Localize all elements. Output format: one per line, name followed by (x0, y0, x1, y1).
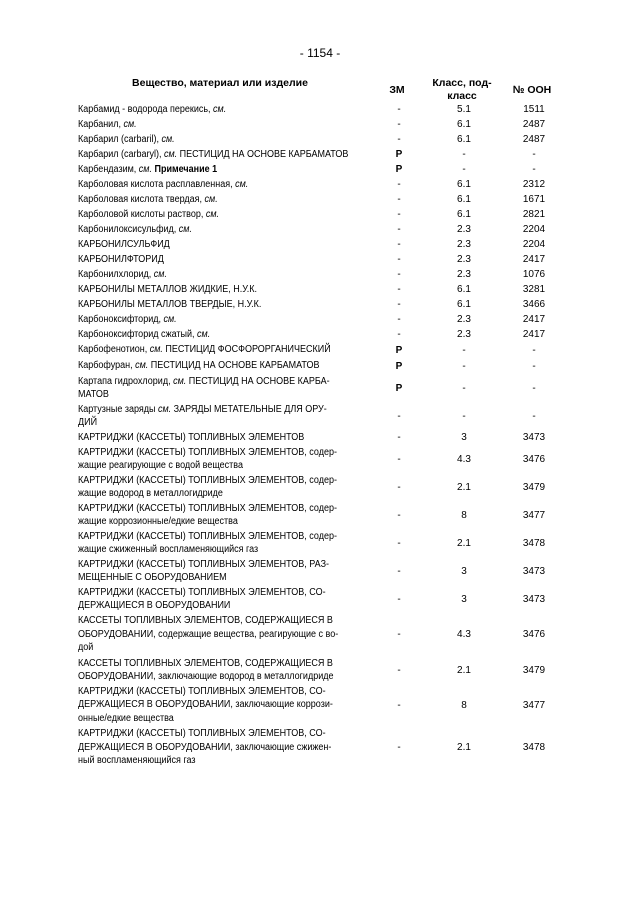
class-cell: 6.1 (457, 119, 471, 130)
substance-name (78, 727, 339, 767)
zm-cell: - (397, 194, 401, 205)
table-row (78, 207, 568, 222)
text-segment: см. (153, 268, 167, 280)
substance-name (78, 103, 339, 116)
page-number: - 1154 - (299, 46, 341, 60)
substance-name-line (78, 148, 349, 161)
class-cell: 6.1 (457, 209, 471, 220)
substance-name-line (78, 698, 339, 711)
un-number-cell: 3477 (522, 699, 546, 711)
un-number-cell: 2417 (522, 329, 546, 340)
substance-name (78, 614, 339, 654)
text-segment: КАРТРИДЖИ (КАССЕТЫ) ТОПЛИВНЫХ ЭЛЕМЕНТОВ, СО- (78, 728, 326, 740)
substance-name-line (78, 178, 339, 191)
text-segment: см. (163, 313, 177, 325)
substance-name (78, 431, 339, 444)
un-number-cell: 2821 (522, 209, 546, 220)
class-cell: 2.3 (457, 239, 471, 250)
substance-name (78, 685, 339, 725)
un-number-cell: 3473 (522, 593, 546, 605)
un-number-cell: 2487 (522, 134, 546, 145)
un-number-cell: 1671 (522, 194, 546, 205)
text-segment: КАРТРИДЖИ (КАССЕТЫ) ТОПЛИВНЫХ ЭЛЕМЕНТОВ, РАЗ- (78, 558, 330, 570)
class-cell: 2.3 (457, 329, 471, 340)
text-segment: Карболовая кислота расплавленная, (78, 178, 236, 190)
substance-name-line (78, 388, 339, 401)
table-row (78, 342, 568, 358)
substance-name (78, 223, 339, 236)
text-segment: КАРТРИДЖИ (КАССЕТЫ) ТОПЛИВНЫХ ЭЛЕМЕНТОВ, СО- (78, 685, 326, 697)
text-segment: КАРБОНИЛСУЛЬФИД (78, 238, 170, 250)
table-row (78, 222, 568, 237)
table-row (78, 529, 568, 557)
text-segment: см. (235, 178, 249, 190)
text-segment: Картузные заряды (78, 403, 158, 415)
header-class (430, 77, 494, 103)
substance-name (78, 148, 349, 161)
text-segment: см. (178, 223, 192, 235)
substance-name-line (78, 133, 339, 146)
substance-name-line (78, 208, 339, 221)
class-cell: 3 (461, 432, 467, 443)
substance-name (78, 178, 339, 191)
text-segment: см. (173, 375, 187, 387)
text-segment: Карбонилхлорид, (78, 268, 154, 280)
zm-cell: - (397, 269, 401, 280)
text-segment: ПЕСТИЦИД ФОСФОРОРГАНИЧЕСКИЙ (162, 344, 331, 356)
zm-cell: - (397, 742, 401, 753)
text-segment: КАССЕТЫ ТОПЛИВНЫХ ЭЛЕМЕНТОВ, СОДЕРЖАЩИЕСЯ В (78, 615, 333, 627)
class-cell: 2.1 (457, 481, 471, 493)
substance-name (78, 446, 339, 473)
substance-name (78, 298, 339, 311)
un-number-cell: 3473 (522, 565, 546, 577)
table-row (78, 613, 568, 656)
un-number-cell: - (532, 149, 536, 160)
substance-name-line (78, 253, 339, 266)
class-cell: - (462, 164, 466, 175)
substance-name-line (78, 298, 339, 311)
substance-name (78, 403, 339, 430)
table-row (78, 102, 568, 117)
text-segment: см. (138, 163, 152, 175)
text-segment: ПЕСТИЦИД НА ОСНОВЕ КАРБАМАТОВ (177, 148, 349, 160)
substance-name-line (78, 641, 339, 654)
text-segment: Карболовой кислоты раствор, (78, 208, 206, 220)
substance-name (78, 283, 339, 296)
class-cell: 6.1 (457, 194, 471, 205)
substance-name-line (78, 657, 339, 670)
class-cell: 4.3 (457, 629, 471, 640)
substance-name (78, 502, 339, 529)
header-zm: ЗМ (389, 84, 405, 96)
substance-table (78, 102, 568, 769)
substance-name-line (78, 558, 339, 571)
text-segment: МАТОВ (78, 389, 109, 400)
text-segment: см. (164, 148, 178, 160)
un-number-cell: - (532, 360, 536, 372)
un-number-cell: 2204 (522, 239, 546, 250)
un-number-cell: 3478 (522, 742, 546, 753)
text-segment: Карбарил (carbaril), (78, 133, 162, 145)
zm-cell: - (397, 239, 401, 250)
text-segment: Карбамид - водорода перекись, (78, 103, 214, 115)
zm-cell: - (397, 284, 401, 295)
substance-name-line (78, 313, 339, 326)
un-number-cell: 3479 (522, 481, 546, 493)
table-row (78, 656, 568, 684)
un-number-cell: 3479 (522, 664, 546, 676)
table-row (78, 557, 568, 585)
substance-name-line (78, 375, 339, 388)
text-segment: КАРБОНИЛФТОРИД (78, 253, 164, 265)
un-number-cell: 3473 (522, 432, 546, 443)
un-number-cell: 3476 (522, 453, 546, 465)
zm-cell: - (397, 453, 401, 465)
text-segment: КАРТРИДЖИ (КАССЕТЫ) ТОПЛИВНЫХ ЭЛЕМЕНТОВ, содер- (78, 474, 337, 486)
text-segment: КАРТРИДЖИ (КАССЕТЫ) ТОПЛИВНЫХ ЭЛЕМЕНТОВ, содер- (78, 446, 337, 458)
text-segment: ДЕРЖАЩИЕСЯ В ОБОРУДОВАНИИ, заключающие коррози- (78, 699, 333, 711)
class-cell: 6.1 (457, 179, 471, 190)
substance-name-line (78, 238, 339, 251)
substance-name-line (78, 487, 339, 500)
text-segment: дой (78, 642, 94, 654)
substance-name-line (78, 614, 339, 627)
text-segment: Карбанил, (78, 118, 124, 130)
text-segment: ный воспламеняющийся газ (78, 755, 196, 767)
zm-cell: - (397, 481, 401, 493)
substance-name-line (78, 268, 339, 281)
zm-cell: - (397, 699, 401, 711)
table-row (78, 312, 568, 327)
substance-name (78, 253, 339, 266)
zm-cell: - (397, 410, 401, 422)
text-segment: жащие реагирующие с водой вещества (78, 460, 243, 471)
table-row (78, 192, 568, 207)
text-segment: см. (197, 328, 211, 340)
table-row (78, 132, 568, 147)
substance-name-line (78, 712, 339, 725)
text-segment: КАРТРИДЖИ (КАССЕТЫ) ТОПЛИВНЫХ ЭЛЕМЕНТОВ, содер- (78, 530, 337, 542)
substance-name-line (78, 754, 339, 767)
substance-name-line (78, 515, 339, 528)
substance-name-line (78, 474, 339, 487)
table-row (78, 473, 568, 501)
class-cell: 2.3 (457, 224, 471, 235)
table-row (78, 297, 568, 312)
un-number-cell: - (532, 164, 536, 175)
substance-name-line (78, 223, 339, 236)
table-row (78, 358, 568, 374)
un-number-cell: 2204 (522, 224, 546, 235)
substance-name (78, 530, 339, 557)
substance-name-line (78, 628, 339, 641)
table-row (78, 585, 568, 613)
substance-name (78, 208, 339, 221)
text-segment: ПЕСТИЦИД НА ОСНОВЕ КАРБАМАТОВ (148, 360, 320, 372)
class-cell: 6.1 (457, 284, 471, 295)
substance-name (78, 268, 339, 281)
zm-cell: - (397, 254, 401, 265)
table-row (78, 237, 568, 252)
substance-name (78, 657, 339, 684)
class-cell: - (462, 360, 466, 372)
zm-cell: - (397, 329, 401, 340)
table-row (78, 117, 568, 132)
substance-name-line (78, 599, 339, 612)
substance-name-line (78, 502, 339, 515)
zm-cell: - (397, 119, 401, 130)
zm-cell: - (397, 224, 401, 235)
table-row (78, 501, 568, 529)
text-segment: ДИЙ (78, 417, 98, 428)
class-cell: 4.3 (457, 453, 471, 465)
text-segment: Карбендазим, (78, 163, 139, 175)
text-segment: Карбофуран, (78, 360, 136, 372)
text-segment: КАРТРИДЖИ (КАССЕТЫ) ТОПЛИВНЫХ ЭЛЕМЕНТОВ, СО- (78, 586, 326, 598)
table-row (78, 177, 568, 192)
table-row (78, 162, 568, 177)
class-cell: 8 (461, 509, 467, 521)
un-number-cell: 3478 (522, 537, 546, 549)
class-cell: 8 (461, 699, 467, 711)
text-segment: Карболовая кислота твердая, (78, 193, 205, 205)
zm-cell: - (397, 593, 401, 605)
un-number-cell: 3476 (522, 629, 546, 640)
substance-name-line (78, 446, 339, 459)
substance-name-line (78, 403, 339, 416)
text-segment: Примечание 1 (154, 163, 218, 175)
class-cell: 2.3 (457, 314, 471, 325)
text-segment: МЕЩЕННЫЕ С ОБОРУДОВАНИЕМ (78, 572, 227, 583)
class-cell: 2.1 (457, 742, 471, 753)
text-segment: ОБОРУДОВАНИИ, заключающие водород в металлогидриде (78, 671, 334, 682)
substance-name (78, 163, 339, 176)
substance-name (78, 359, 339, 372)
substance-name (78, 328, 339, 341)
table-row (78, 430, 568, 445)
text-segment: см. (204, 193, 218, 205)
table-row (78, 445, 568, 473)
text-segment: Карбарил (carbaryl), (78, 148, 165, 160)
header-class-line1: Класс, под- (432, 77, 492, 89)
substance-name-line (78, 571, 339, 584)
text-segment: Картапа гидрохлорид, (78, 375, 174, 387)
substance-name-line (78, 741, 339, 754)
zm-cell: P (395, 344, 403, 356)
substance-name (78, 118, 339, 131)
table-row (78, 726, 568, 769)
zm-cell: - (397, 509, 401, 521)
text-segment: ПЕСТИЦИД НА ОСНОВЕ КАРБА- (186, 375, 330, 387)
substance-name (78, 193, 339, 206)
table-row (78, 402, 568, 430)
class-cell: 2.3 (457, 254, 471, 265)
class-cell: - (462, 410, 466, 422)
substance-name-line (78, 416, 339, 429)
text-segment: КАССЕТЫ ТОПЛИВНЫХ ЭЛЕМЕНТОВ, СОДЕРЖАЩИЕСЯ В (78, 657, 333, 669)
table-row (78, 267, 568, 282)
zm-cell: - (397, 537, 401, 549)
un-number-cell: 1076 (522, 269, 546, 280)
class-cell: - (462, 149, 466, 160)
text-segment: КАРБОНИЛЫ МЕТАЛЛОВ ЖИДКИЕ, Н.У.К. (78, 283, 257, 295)
table-row (78, 327, 568, 342)
un-number-cell: 2487 (522, 119, 546, 130)
substance-name-line (78, 103, 339, 116)
un-number-cell: - (532, 382, 536, 394)
zm-cell: - (397, 299, 401, 310)
text-segment: см. (213, 103, 227, 115)
text-segment: Карбоноксифторид, (78, 313, 164, 325)
substance-name-line (78, 670, 339, 683)
zm-cell: P (395, 382, 403, 394)
text-segment: см. (149, 344, 163, 356)
table-row (78, 684, 568, 726)
class-cell: 6.1 (457, 134, 471, 145)
table-row (78, 374, 568, 402)
substance-name-line (78, 543, 339, 556)
zm-cell: - (397, 134, 401, 145)
text-segment: КАРТРИДЖИ (КАССЕТЫ) ТОПЛИВНЫХ ЭЛЕМЕНТОВ (78, 431, 305, 443)
substance-name (78, 375, 339, 402)
text-segment: Карбофенотион, (78, 344, 150, 356)
text-segment: онные/едкие вещества (78, 712, 174, 724)
substance-name-line (78, 459, 339, 472)
table-row (78, 147, 568, 162)
text-segment: см. (161, 133, 175, 145)
text-segment: ОБОРУДОВАНИИ, содержащие вещества, реагирующие с во- (78, 628, 339, 640)
substance-name-line (78, 727, 339, 740)
class-cell: - (462, 344, 466, 356)
table-row (78, 252, 568, 267)
class-cell: 2.3 (457, 269, 471, 280)
text-segment: жащие коррозионные/едкие вещества (78, 516, 238, 527)
substance-name-line (78, 359, 339, 372)
substance-name-line (78, 118, 339, 131)
un-number-cell: 2417 (522, 254, 546, 265)
header-un-number: № ООН (512, 84, 552, 96)
class-cell: 3 (461, 593, 467, 605)
substance-name-line (78, 530, 339, 543)
un-number-cell: 3281 (522, 284, 546, 295)
class-cell: - (462, 382, 466, 394)
zm-cell: - (397, 629, 401, 640)
class-cell: 5.1 (457, 104, 471, 115)
text-segment: Карбоноксифторид сжатый, (78, 328, 198, 340)
substance-name-line (78, 685, 339, 698)
header-class-line2: класс (447, 90, 477, 102)
un-number-cell: - (532, 410, 536, 422)
substance-name-line (78, 283, 339, 296)
header-substance: Вещество, материал или изделие (132, 77, 308, 89)
class-cell: 2.1 (457, 537, 471, 549)
zm-cell: - (397, 314, 401, 325)
zm-cell: - (397, 565, 401, 577)
text-segment: жащие водород в металлогидриде (78, 488, 223, 499)
text-segment: см. (135, 360, 149, 372)
zm-cell: - (397, 432, 401, 443)
text-segment: ДЕРЖАЩИЕСЯ В ОБОРУДОВАНИИ, заключающие сжижен- (78, 741, 332, 753)
substance-name-line (78, 328, 339, 341)
un-number-cell: 1511 (523, 104, 545, 115)
text-segment: жащие сжиженный воспламеняющийся газ (78, 544, 259, 555)
text-segment: ЗАРЯДЫ МЕТАТЕЛЬНЫЕ ДЛЯ ОРУ- (171, 403, 327, 415)
zm-cell: - (397, 209, 401, 220)
class-cell: 6.1 (457, 299, 471, 310)
zm-cell: - (397, 104, 401, 115)
substance-name-line (78, 163, 339, 176)
table-row (78, 282, 568, 297)
substance-name-line (78, 431, 339, 444)
text-segment: ДЕРЖАЩИЕСЯ В ОБОРУДОВАНИИ (78, 600, 231, 611)
substance-name (78, 474, 339, 501)
text-segment: КАРБОНИЛЫ МЕТАЛЛОВ ТВЕРДЫЕ, Н.У.К. (78, 298, 262, 310)
substance-name (78, 558, 339, 585)
substance-name (78, 586, 339, 613)
un-number-cell: - (532, 344, 536, 356)
text-segment: см. (123, 118, 137, 130)
text-segment: КАРТРИДЖИ (КАССЕТЫ) ТОПЛИВНЫХ ЭЛЕМЕНТОВ, содер- (78, 502, 337, 514)
substance-name (78, 133, 339, 146)
zm-cell: P (395, 164, 403, 175)
class-cell: 2.1 (457, 664, 471, 676)
substance-name (78, 343, 339, 356)
text-segment: см. (205, 208, 220, 220)
substance-name-line (78, 193, 339, 206)
zm-cell: - (397, 664, 401, 676)
text-segment: Карбонилоксисульфид, (78, 223, 179, 235)
zm-cell: - (397, 179, 401, 190)
un-number-cell: 3477 (522, 509, 546, 521)
substance-name (78, 238, 339, 251)
un-number-cell: 3466 (522, 299, 546, 310)
zm-cell: P (395, 360, 403, 372)
text-segment: см. (157, 403, 172, 415)
un-number-cell: 2417 (522, 314, 546, 325)
un-number-cell: 2312 (522, 179, 546, 190)
zm-cell: P (395, 149, 403, 160)
substance-name (78, 313, 339, 326)
substance-name-line (78, 343, 339, 356)
class-cell: 3 (461, 565, 467, 577)
substance-name-line (78, 586, 339, 599)
